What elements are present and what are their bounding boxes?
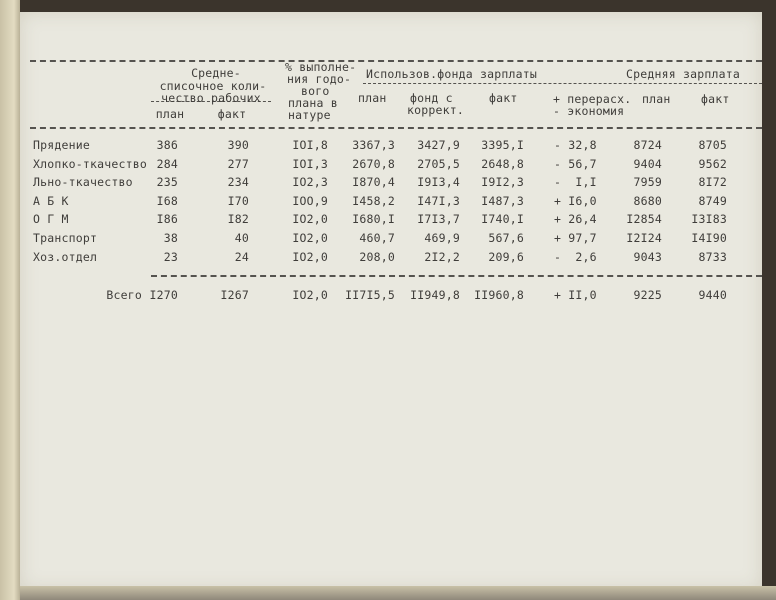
pct-group-line-5: натуре — [288, 108, 331, 122]
workers-group-line-2: списочное коли- — [159, 79, 267, 93]
fund-corr-header-1: фонд с — [410, 91, 453, 105]
cell-pct: IO2,3 — [292, 175, 328, 189]
cell-name: Прядение — [33, 138, 90, 152]
total-separator-rule — [151, 275, 762, 277]
total-fund-corr: II949,8 — [410, 288, 460, 302]
cell-a-plan: 7959 — [633, 175, 662, 189]
cell-f-fact: 209,6 — [488, 250, 524, 264]
cell-pct: IO2,0 — [292, 250, 328, 264]
avg-plan-header: план — [642, 92, 671, 106]
total-workers-fact: I267 — [220, 288, 249, 302]
overspend-header-1: + перерасх. — [553, 92, 632, 106]
cell-name: Льно-ткачество — [33, 175, 133, 189]
cell-a-plan: 9404 — [633, 157, 662, 171]
total-workers-plan: I270 — [149, 288, 178, 302]
total-pct: IO2,0 — [292, 288, 328, 302]
cell-f-plan: 3367,3 — [352, 138, 395, 152]
cell-diff: + 97,7 — [554, 231, 597, 245]
cell-f-fact: I9I2,3 — [481, 175, 524, 189]
cell-f-plan: I458,2 — [352, 194, 395, 208]
workers-group-line-1: Средне- — [191, 66, 241, 80]
cell-w-fact: 277 — [227, 157, 249, 171]
cell-a-fact: 8I72 — [698, 175, 727, 189]
header-bottom-rule — [30, 127, 762, 129]
cell-diff: - 32,8 — [554, 138, 597, 152]
cell-w-plan: I86 — [156, 212, 178, 226]
cell-diff: + I6,0 — [554, 194, 597, 208]
cell-f-corr: I47I,3 — [417, 194, 460, 208]
cell-f-plan: I680,I — [352, 212, 395, 226]
cell-pct: IO2,0 — [292, 231, 328, 245]
cell-pct: IO2,0 — [292, 212, 328, 226]
pct-group-line-3: вого — [301, 84, 330, 98]
cell-f-plan: 460,7 — [359, 231, 395, 245]
cell-w-fact: I82 — [227, 212, 249, 226]
workers-plan-header: план — [155, 107, 185, 121]
pct-group-line-1: % выполне- — [285, 60, 357, 74]
total-avg-fact: 9440 — [698, 288, 727, 302]
cell-w-fact: 40 — [234, 231, 249, 245]
cell-a-fact: 8733 — [698, 250, 727, 264]
pct-group-line-2: ния годо- — [287, 72, 352, 86]
table-top-rule — [30, 60, 762, 62]
cell-f-fact: I487,3 — [481, 194, 524, 208]
cell-name: А Б К — [33, 194, 69, 208]
cell-diff: - 56,7 — [554, 157, 597, 171]
avg-group-header: Средняя зарплата — [626, 67, 740, 81]
previous-page-edge — [0, 0, 20, 600]
avg-fact-header: факт — [701, 92, 730, 106]
cell-a-plan: 9043 — [633, 250, 662, 264]
total-fund-fact: II960,8 — [474, 288, 524, 302]
cell-w-fact: 234 — [227, 175, 249, 189]
cell-pct: IOI,3 — [292, 157, 328, 171]
cell-w-fact: 24 — [234, 250, 249, 264]
fund-corr-header-2: коррект. — [407, 103, 464, 117]
cell-w-plan: 23 — [163, 250, 178, 264]
cell-a-plan: I2854 — [626, 212, 662, 226]
cell-w-plan: I68 — [156, 194, 178, 208]
cell-a-fact: 8705 — [698, 138, 727, 152]
overspend-header-2: - экономия — [553, 104, 625, 118]
total-diff: + II,0 — [554, 288, 597, 302]
cell-f-corr: I7I3,7 — [417, 212, 460, 226]
cell-a-fact: 9562 — [698, 157, 727, 171]
cell-w-plan: 235 — [156, 175, 178, 189]
page-bottom-edge — [20, 586, 776, 600]
cell-f-fact: 2648,8 — [481, 157, 524, 171]
cell-f-corr: 2I2,2 — [424, 250, 460, 264]
fund-plan-header: план — [358, 91, 387, 105]
cell-name: Хоз.отдел — [33, 250, 98, 264]
fund-group-underline — [363, 83, 762, 84]
fund-group-header: Использов.фонда зарплаты — [366, 67, 537, 81]
cell-a-fact: I4I90 — [691, 231, 727, 245]
cell-w-plan: 386 — [156, 138, 178, 152]
cell-f-plan: 208,0 — [359, 250, 395, 264]
fund-fact-header: факт — [489, 91, 518, 105]
total-fund-plan: II7I5,5 — [345, 288, 395, 302]
cell-name: О Г М — [33, 212, 69, 226]
cell-f-corr: 469,9 — [424, 231, 460, 245]
cell-f-plan: 2670,8 — [352, 157, 395, 171]
cell-f-fact: 567,6 — [488, 231, 524, 245]
cell-name: Транспорт — [33, 231, 98, 245]
cell-f-corr: 2705,5 — [417, 157, 460, 171]
cell-pct: IOO,9 — [292, 194, 328, 208]
cell-w-fact: I70 — [227, 194, 249, 208]
cell-f-plan: I870,4 — [352, 175, 395, 189]
cell-w-plan: 38 — [163, 231, 178, 245]
cell-diff: + 26,4 — [554, 212, 597, 226]
cell-name: Хлопко-ткачество — [33, 157, 147, 171]
cell-f-fact: 3395,I — [481, 138, 524, 152]
cell-a-plan: I2I24 — [626, 231, 662, 245]
total-label: Всего — [106, 288, 142, 302]
cell-f-corr: I9I3,4 — [417, 175, 460, 189]
cell-a-fact: 8749 — [698, 194, 727, 208]
total-avg-plan: 9225 — [633, 288, 662, 302]
cell-w-fact: 390 — [227, 138, 249, 152]
cell-pct: IOI,8 — [292, 138, 328, 152]
workers-fact-header: факт — [217, 107, 247, 121]
cell-a-fact: I3I83 — [691, 212, 727, 226]
cell-diff: - I,I — [554, 175, 597, 189]
cell-w-plan: 284 — [156, 157, 178, 171]
pct-group-line-4: плана в — [288, 96, 338, 110]
cell-f-corr: 3427,9 — [417, 138, 460, 152]
cell-f-fact: I740,I — [481, 212, 524, 226]
cell-a-plan: 8680 — [633, 194, 662, 208]
cell-a-plan: 8724 — [633, 138, 662, 152]
cell-diff: - 2,6 — [554, 250, 597, 264]
workers-group-line-3: чество рабочих — [161, 91, 261, 105]
